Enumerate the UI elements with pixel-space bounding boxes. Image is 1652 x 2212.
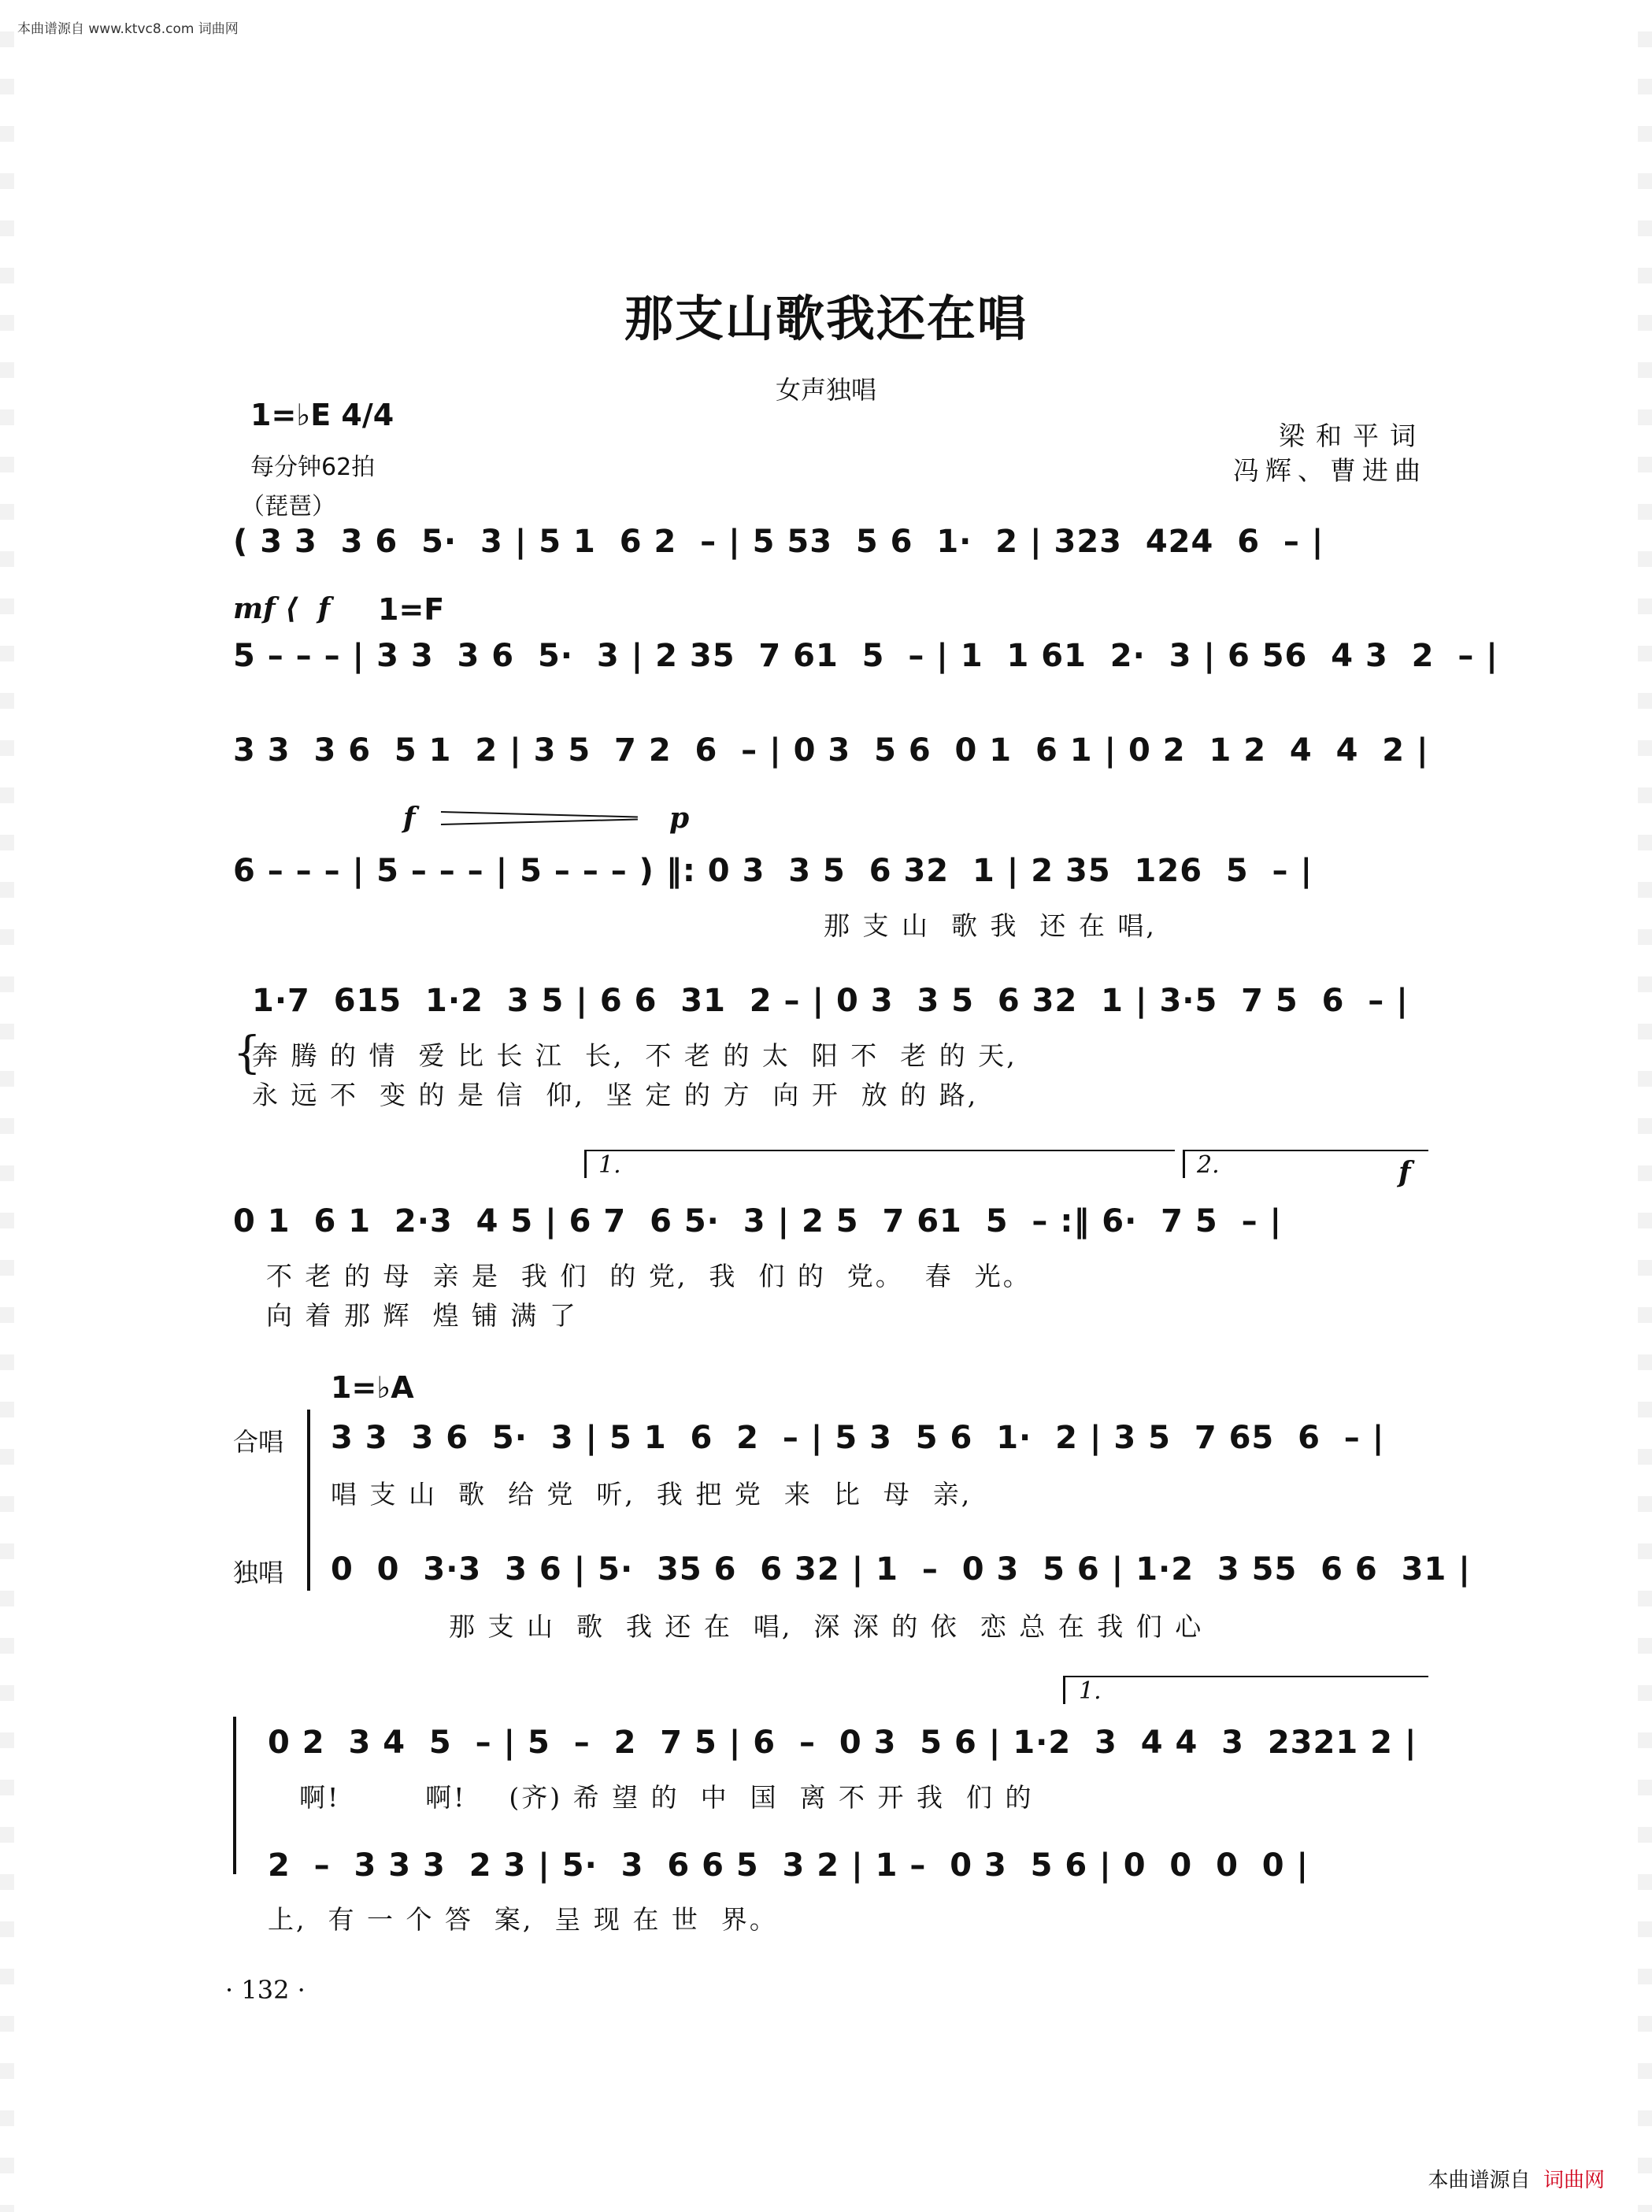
dynamics-line-2: mf ⟨ f [233,592,331,625]
volta-line-9-top [1063,1676,1428,1677]
volta-2-label: 2. [1197,1151,1220,1179]
volta-line-9-label: 1. [1079,1677,1102,1705]
volta-1-label: 1. [598,1151,621,1179]
score-line-1: ( 3 3 3 6 5· 3 | 5 1 6 2 – | 5 53 5 6 1· 2 | 323 424 6 – | [233,524,1324,560]
page-title: 那支山歌我还在唱 [624,290,1028,347]
score-line-9: 0 2 3 4 5 – | 5 – 2 7 5 | 6 – 0 3 5 6 | 1·2 3 4 4 3 2321 2 | [268,1725,1417,1761]
bottom-watermark-text: 本曲谱源自 [1428,2169,1531,2192]
score-line-6: 0 1 6 1 2·3 4 5 | 6 7 6 5· 3 | 2 5 7 61 5 – :‖ 6· 7 5 – | [233,1203,1283,1239]
volta-1-bracket-left [584,1150,587,1178]
dynamic-piano: p [669,802,690,835]
score-line-5: 1·7 615 1·2 3 5 | 6 6 31 2 – | 0 3 3 5 6 32 1 | 3·5 7 5 6 – | [252,983,1409,1019]
top-watermark: 本曲谱源自 www.ktvc8.com 词曲网 [17,21,239,37]
key-signature: 1=♭E 4/4 [250,398,394,432]
system-bracket-1 [307,1410,310,1591]
solo-label: 独唱 [233,1558,284,1588]
score-line-2: 5 – – – | 3 3 3 6 5· 3 | 2 35 7 61 5 – | 1 1 61 2· 3 | 6 56 4 3 2 – | [233,638,1498,674]
chorus-label: 合唱 [233,1427,284,1457]
subtitle: 女声独唱 [775,375,876,405]
key-change-f: 1=F [378,592,445,627]
dynamic-forte-line-6: f [1398,1156,1411,1189]
solo-lyric: 那 支 山 歌 我 还 在 唱, 深 深 的 依 恋 总 在 我 们 心 [449,1611,1204,1642]
instrument-label: （琵琶） [241,493,335,521]
lyric-line-5-verse-1: 奔 腾 的 情 爱 比 长 江 长, 不 老 的 太 阳 不 老 的 天, [252,1040,1017,1071]
decrescendo-line-bottom [441,818,638,825]
verse-brace: { [233,1028,261,1079]
score-line-10: 2 – 3 3 3 2 3 | 5· 3 6 6 5 3 2 | 1 – 0 3 5 6 | 0 0 0 0 | [268,1847,1309,1884]
dynamic-forte: f [403,802,416,835]
bottom-watermark-brand: 词曲网 [1543,2169,1605,2192]
lyric-line-4: 那 支 山 歌 我 还 在 唱, [824,910,1157,941]
chorus-notes: 3 3 3 6 5· 3 | 5 1 6 2 – | 5 3 5 6 1· 2 | 3 5 7 65 6 – | [331,1420,1385,1456]
chorus-lyric: 唱 支 山 歌 给 党 听, 我 把 党 来 比 母 亲, [331,1479,972,1510]
key-change-a-flat: 1=♭A [331,1370,414,1405]
volta-1-bracket-top [584,1150,1175,1151]
lyric-line-6-verse-2: 向 着 那 辉 煌 铺 满 了 [266,1300,578,1331]
lyric-line-5-verse-2: 永 远 不 变 的 是 信 仰, 坚 定 的 方 向 开 放 的 路, [252,1080,979,1110]
tempo-marking: 每分钟62拍 [250,454,376,481]
score-line-4: 6 – – – | 5 – – – | 5 – – – ) ‖: 0 3 3 5 6 32 1 | 2 35 126 5 – | [233,853,1313,889]
page-number: · 132 · [225,1975,306,2005]
volta-2-bracket-left [1183,1150,1185,1178]
system-bracket-2 [233,1717,236,1874]
lyric-line-6-verse-1: 不 老 的 母 亲 是 我 们 的 党, 我 们 的 党。 春 光。 [266,1261,1032,1291]
solo-notes: 0 0 3·3 3 6 | 5· 35 6 6 32 | 1 – 0 3 5 6 | 1·2 3 55 6 6 31 | [331,1551,1471,1588]
lyric-line-10: 上, 有 一 个 答 案, 呈 现 在 世 界。 [268,1904,778,1935]
composer: 冯辉、曹进曲 [1233,455,1427,486]
volta-line-9-left [1063,1676,1065,1704]
lyricist: 梁和平词 [1279,421,1427,451]
lyric-line-9: 啊! 啊! (齐) 希 望 的 中 国 离 不 开 我 们 的 [299,1782,1034,1813]
decrescendo-line-top [441,811,638,818]
score-line-3: 3 3 3 6 5 1 2 | 3 5 7 2 6 – | 0 3 5 6 0 1 6 1 | 0 2 1 2 4 4 2 | [233,732,1429,769]
bottom-watermark [1428,2164,1605,2193]
